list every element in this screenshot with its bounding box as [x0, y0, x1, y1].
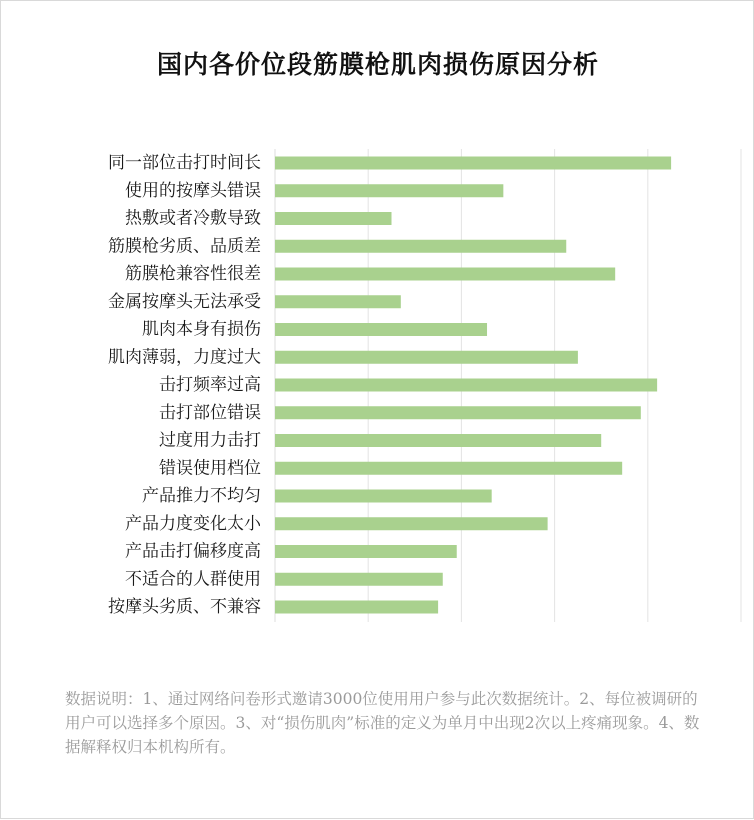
bar — [275, 268, 615, 281]
category-label: 筋膜枪兼容性很差 — [125, 264, 261, 284]
category-label: 使用的按摩头错误 — [125, 180, 261, 201]
bar — [275, 351, 578, 364]
category-label: 击打部位错误 — [159, 402, 261, 423]
chart-title: 国内各价位段筋膜枪肌肉损伤原因分析 — [156, 50, 599, 79]
category-label: 产品击打偏移度高 — [125, 541, 261, 562]
bar — [275, 490, 492, 503]
bar — [275, 323, 487, 336]
bar — [275, 462, 622, 475]
category-label: 筋膜枪劣质、品质差 — [108, 236, 261, 257]
bar — [275, 601, 438, 614]
category-label: 击打频率过高 — [159, 375, 261, 395]
category-label: 金属按摩头无法承受 — [108, 291, 261, 312]
category-label: 肌肉本身有损伤 — [142, 319, 261, 340]
data-note: 数据说明：1、通过网络问卷形式邀请3000位使用用户参与此次数据统计。2、每位被调研的用户可以选择多个原因。3、对“损伤肌肉”标准的定义为单月中出现2次以上疼痛现象。4、数据解释权归本机构所有。 — [65, 690, 700, 756]
bar — [275, 379, 657, 392]
bar — [275, 545, 457, 558]
bar — [275, 434, 601, 447]
bars — [275, 157, 671, 614]
category-label: 产品推力不均匀 — [142, 486, 261, 506]
bar — [275, 157, 671, 170]
category-labels — [108, 153, 262, 617]
bar — [275, 517, 548, 530]
category-label: 按摩头劣质、不兼容 — [108, 597, 261, 617]
category-label: 热敷或者冷敷导致 — [125, 208, 261, 229]
bar — [275, 212, 392, 225]
category-label: 错误使用档位 — [159, 458, 261, 479]
category-label: 同一部位击打时间长 — [108, 153, 261, 173]
bar — [275, 184, 503, 197]
bar — [275, 573, 443, 586]
bar — [275, 406, 641, 419]
category-label: 过度用力击打 — [159, 430, 261, 451]
bar — [275, 240, 566, 253]
category-label: 不适合的人群使用 — [125, 569, 261, 590]
category-label: 产品力度变化太小 — [125, 513, 261, 534]
category-label: 肌肉薄弱，力度过大 — [108, 347, 261, 368]
bar — [275, 295, 401, 308]
